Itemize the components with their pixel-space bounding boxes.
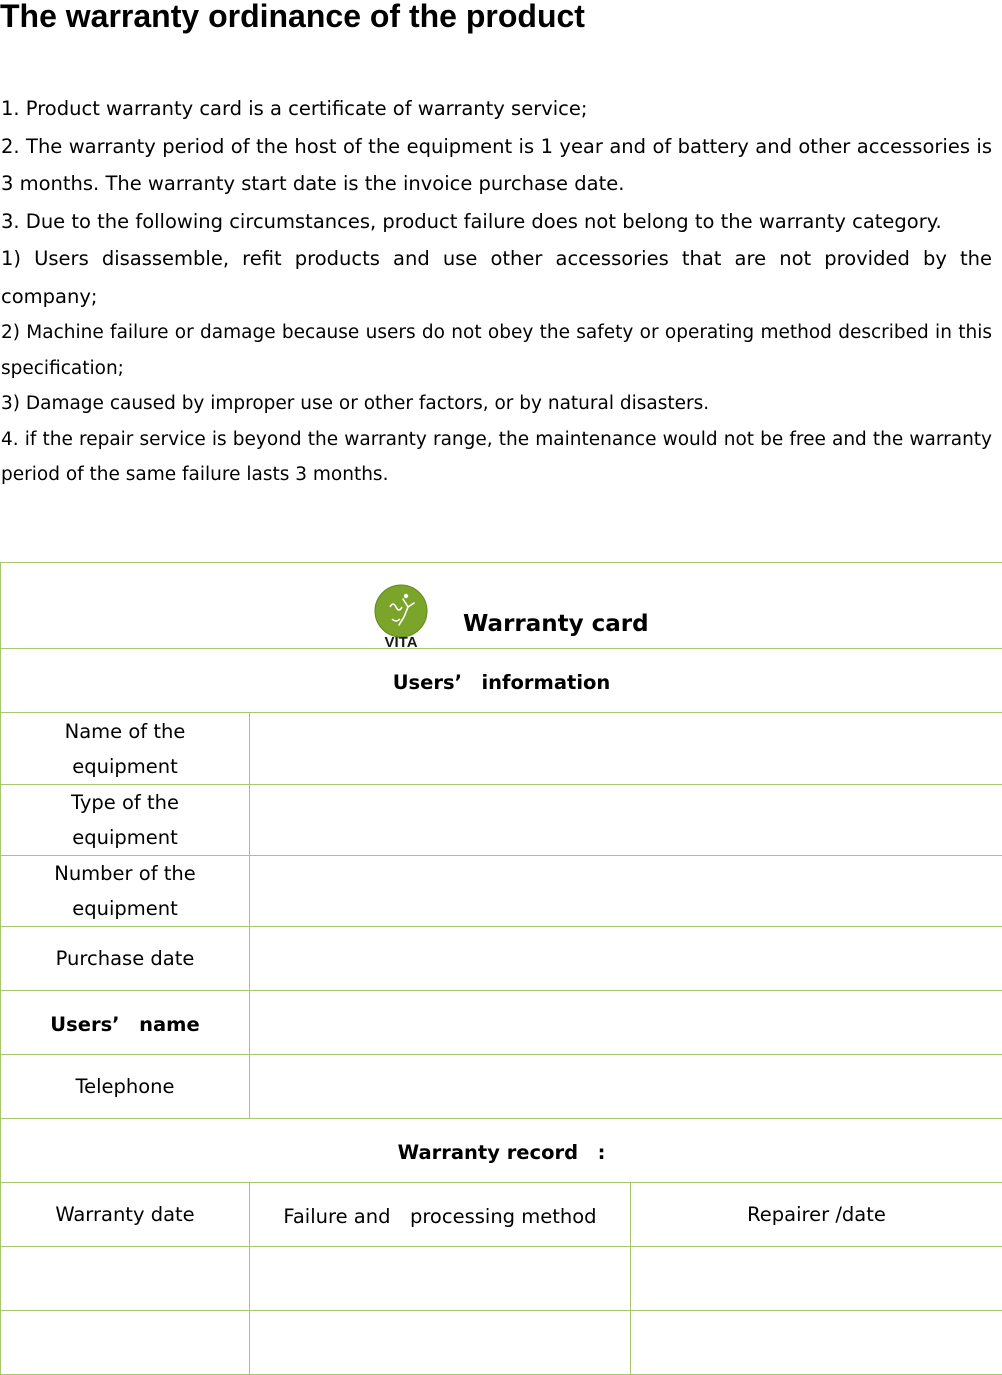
- record-entry-date[interactable]: [1, 1247, 250, 1311]
- users-name-label: Users’ name: [1, 991, 250, 1055]
- record-entry-method[interactable]: [250, 1311, 631, 1375]
- purchase-date-label: Purchase date: [1, 927, 250, 991]
- equipment-name-label-line2: equipment: [72, 755, 178, 778]
- record-entry-method[interactable]: [250, 1247, 631, 1311]
- equipment-type-label: [1, 785, 250, 856]
- equipment-type-label-line2: equipment: [72, 826, 178, 849]
- users-info-row: [1, 649, 1002, 713]
- equipment-type-row: [1, 785, 1002, 856]
- card-header-cell: [1, 563, 1002, 649]
- users-info-header: Users’ information: [1, 649, 1002, 713]
- warranty-record-row: [1, 1119, 1002, 1183]
- record-entry-row: [1, 1247, 1002, 1311]
- equipment-type-field[interactable]: [250, 785, 1002, 856]
- equipment-number-field[interactable]: [250, 856, 1002, 927]
- equipment-number-label: [1, 856, 250, 927]
- equipment-name-field[interactable]: [250, 713, 1002, 785]
- users-name-field[interactable]: [250, 991, 1002, 1055]
- card-title: Warranty card: [463, 611, 649, 637]
- users-name-row: [1, 991, 1002, 1055]
- record-column-method: Failure and processing method: [250, 1183, 631, 1247]
- record-columns-row: [1, 1183, 1002, 1247]
- telephone-label: Telephone: [1, 1055, 250, 1119]
- equipment-type-label-line1: Type of the: [71, 791, 179, 814]
- logo-text: VITA: [384, 634, 417, 649]
- clause-1: 1. Product warranty card is a certificate of warranty service;: [1, 90, 992, 128]
- record-entry-repairer[interactable]: [631, 1311, 1002, 1375]
- equipment-number-row: [1, 856, 1002, 927]
- record-entry-row: [1, 1311, 1002, 1375]
- equipment-number-label-line1: Number of the: [54, 862, 196, 885]
- record-entry-date[interactable]: [1, 1311, 250, 1375]
- record-entry-repairer[interactable]: [631, 1247, 1002, 1311]
- telephone-field[interactable]: [250, 1055, 1002, 1119]
- clause-3-item-3: 3) Damage caused by improper use or other factors, or by natural disasters.: [1, 386, 992, 422]
- purchase-date-row: [1, 927, 1002, 991]
- clause-3-item-2: 2) Machine failure or damage because users do not obey the safety or operating method described in this specification;: [1, 315, 992, 386]
- warranty-record-header: Warranty record :: [1, 1119, 1002, 1183]
- document-title: The warranty ordinance of the product: [0, 0, 585, 34]
- equipment-name-row: [1, 713, 1002, 785]
- record-column-repairer: Repairer /date: [631, 1183, 1002, 1247]
- warranty-clauses: [1, 90, 992, 493]
- equipment-name-label-line1: Name of the: [65, 720, 186, 743]
- equipment-number-label-line2: equipment: [72, 897, 178, 920]
- clause-3-item-1: 1) Users disassemble, refit products and use other accessories that are not provided by the company;: [1, 240, 992, 315]
- clause-4: 4. if the repair service is beyond the warranty range, the maintenance would not be free and the warranty period of the same failure lasts 3 months.: [1, 422, 992, 493]
- vita-course-logo: VITA course: [370, 583, 432, 649]
- clause-3: 3. Due to the following circumstances, product failure does not belong to the warranty category.: [1, 203, 992, 241]
- telephone-row: [1, 1055, 1002, 1119]
- warranty-card-table: [0, 562, 1002, 1375]
- equipment-name-label: [1, 713, 250, 785]
- clause-2: 2. The warranty period of the host of the equipment is 1 year and of battery and other accessories is 3 months. The warranty start date is the invoice purchase date.: [1, 128, 992, 203]
- record-column-date: Warranty date: [1, 1183, 250, 1247]
- purchase-date-field[interactable]: [250, 927, 1002, 991]
- card-header-row: [1, 563, 1002, 649]
